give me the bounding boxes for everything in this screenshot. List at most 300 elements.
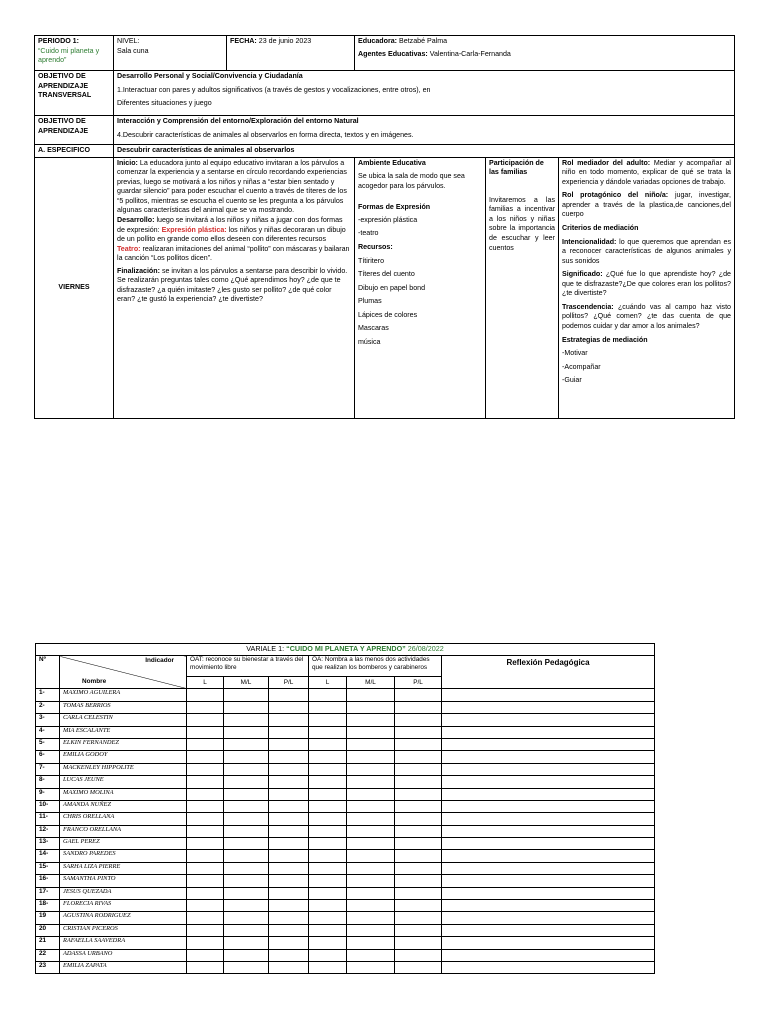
evaluation-cell [309,726,347,738]
ambiente-cell [355,157,486,418]
student-number: 9- [36,788,60,800]
evaluation-cell [269,751,309,763]
evaluation-cell [269,813,309,825]
evaluation-cell [309,738,347,750]
student-name: EMILIA ZAPATA [60,961,187,973]
evaluation-cell [347,788,395,800]
sub-col-pl: P/L [395,677,442,689]
evaluation-cell [187,776,224,788]
evaluation-cell [309,788,347,800]
student-name: MAXIMO AGUILERA [60,689,187,701]
eval-title-date: 26/08/ [405,644,428,654]
student-name: GAEL PEREZ [60,838,187,850]
recurso-item: Títiritero [358,256,385,265]
reflexion-cell [442,800,655,812]
estrategia-item: -Guiar [562,376,582,385]
evaluation-cell [347,924,395,936]
reflexion-cell [442,813,655,825]
student-name: FLORECIA RIVAS [60,900,187,912]
student-number: 1- [36,689,60,701]
evaluation-cell [224,701,269,713]
student-name: SANDRO PAREDES [60,850,187,862]
evaluation-cell [269,949,309,961]
reflexion-cell [442,887,655,899]
evaluation-cell [347,937,395,949]
reflexion-cell [442,701,655,713]
fecha-value: 23 de junio 2023 [258,37,312,45]
evaluation-cell [395,776,442,788]
table-row [36,714,655,726]
evaluation-cell [309,875,347,887]
evaluation-cell [224,825,269,837]
evaluation-cell [395,924,442,936]
student-name: RAFAELLA SAAVEDRA [60,937,187,949]
evaluation-cell [224,763,269,775]
evaluation-cell [347,689,395,701]
reflexion-cell [442,751,655,763]
evaluation-cell [395,900,442,912]
evaluation-cell [269,937,309,949]
num-header-label: Nº [39,656,46,663]
oat-header [187,656,309,677]
recurso-item: Títeres del cuento [358,270,415,279]
evaluation-cell [187,726,224,738]
student-number: 16- [36,875,60,887]
reflexion-cell [442,763,655,775]
evaluation-cell [347,850,395,862]
reflexion-cell [442,726,655,738]
evaluation-cell [347,862,395,874]
student-number: 8- [36,776,60,788]
evaluation-cell [269,838,309,850]
fecha-cell [227,36,355,71]
evaluation-cell [187,701,224,713]
evaluation-cell [309,949,347,961]
evaluation-cell [269,714,309,726]
table-row [36,900,655,912]
student-number: 7- [36,763,60,775]
student-number: 6- [36,751,60,763]
table-row [36,961,655,973]
intencionalidad-text: lo que queremos que aprendan es a reconocer características de algunos animales y sus sonidos [562,237,731,265]
finalizacion-label: Finalización: [117,266,160,275]
student-name: EMILIA GODOY [60,751,187,763]
student-number: 11- [36,813,60,825]
eval-title [36,644,655,656]
nivel-label: NIVEL: [117,37,140,45]
table-row [36,788,655,800]
evaluation-cell [187,949,224,961]
student-name: MIA ESCALANTE [60,726,187,738]
ae-label-cell [35,145,114,158]
evaluation-cell [187,862,224,874]
evaluation-cell [224,838,269,850]
oat-label: OBJETIVO DE APRENDIZAJE TRANSVERSAL [38,72,92,100]
evaluation-cell [395,862,442,874]
table-row [36,751,655,763]
evaluation-cell [187,825,224,837]
recurso-item: Dibujo en papel bond [358,283,426,292]
evaluation-cell [309,776,347,788]
student-name: MAXIMO MOLINA [60,788,187,800]
day-cell [35,157,114,418]
evaluation-cell [347,776,395,788]
periodo-cell [35,36,114,71]
reflexion-label: Reflexión Pedagógica [506,658,590,667]
ambiente-title: Ambiente Educativa [358,158,426,167]
evaluation-cell [347,813,395,825]
student-number: 4- [36,726,60,738]
evaluation-cell [187,838,224,850]
evaluation-cell [187,738,224,750]
formas-title: Formas de Expresión [358,203,431,212]
planning-table [34,35,735,419]
evaluation-cell [224,850,269,862]
significado-label: Significado: [562,270,603,279]
evaluation-cell [187,924,224,936]
sub-col-pl: P/L [269,677,309,689]
evaluation-cell [269,701,309,713]
criterios-title: Criterios de mediación [562,223,639,232]
ae-label: A. ESPECIFICO [38,146,91,154]
reflexion-cell [442,838,655,850]
sub-col-l: L [309,677,347,689]
evaluation-cell [347,714,395,726]
evaluation-cell [269,900,309,912]
evaluation-cell [309,887,347,899]
table-row [36,949,655,961]
evaluation-cell [309,800,347,812]
table-row [36,689,655,701]
student-name: CRISTIAN PICEROS [60,924,187,936]
evaluation-cell [395,912,442,924]
oat-header-text: OAT: reconoce su bienestar a través del movimiento libre [190,656,304,671]
evaluation-cell [187,961,224,973]
student-number: 10- [36,800,60,812]
oat-cell [114,71,735,116]
mediacion-cell [559,157,735,418]
oa-title: Interacción y Comprensión del entorno/Exploración del entorno Natural [117,117,359,125]
evaluation-cell [347,738,395,750]
educadora-cell [355,36,735,71]
sub-col-l: L [187,677,224,689]
evaluation-cell [187,763,224,775]
evaluation-table [35,643,655,974]
evaluation-cell [224,912,269,924]
rol-adulto-text: Mediar y acompañar al niño en todo momento, explicar de qué se trata la experiencia y dándole variadas opciones de trabajo. [562,158,731,186]
evaluation-cell [187,937,224,949]
reflexion-cell [442,738,655,750]
formas-item: -expresión plástica [358,215,418,224]
ambiente-text: Se ubica la sala de modo que sea acogedor para los párvulos. [358,172,465,190]
evaluation-cell [395,751,442,763]
student-number: 19 [36,912,60,924]
evaluation-cell [395,949,442,961]
evaluation-cell [309,751,347,763]
evaluation-cell [347,875,395,887]
table-row [36,825,655,837]
evaluation-cell [269,912,309,924]
evaluation-cell [347,825,395,837]
table-row [36,912,655,924]
evaluation-cell [269,800,309,812]
student-number: 18- [36,900,60,912]
evaluation-cell [269,887,309,899]
student-name: AMANDA NUÑEZ [60,800,187,812]
evaluation-cell [224,961,269,973]
teatro-label: Teatro: [117,244,141,253]
recurso-item: Mascaras [358,324,389,333]
oa-label-cell [35,116,114,145]
reflexion-cell [442,850,655,862]
ae-text: Descubrir características de animales al observarlos [117,146,295,154]
evaluation-cell [395,800,442,812]
educadora-value: Betzabé Palma [399,37,448,45]
student-rows [36,689,655,974]
evaluation-cell [347,900,395,912]
evaluation-cell [347,961,395,973]
student-number: 23 [36,961,60,973]
estrategia-item: -Motivar [562,349,588,358]
oat-text-2: Diferentes situaciones y juego [117,99,212,108]
evaluation-cell [224,788,269,800]
student-name: AGUSTINA RODRIGUEZ [60,912,187,924]
evaluation-cell [269,850,309,862]
evaluation-cell [347,838,395,850]
student-name: SARHA LIZA PIERRE [60,862,187,874]
evaluation-cell [224,776,269,788]
student-number: 15- [36,862,60,874]
evaluation-cell [224,738,269,750]
recursos-title: Recursos: [358,242,393,251]
reflexion-cell [442,825,655,837]
student-name: TOMAS BERRIOS [60,701,187,713]
sub-col-ml: M/L [347,677,395,689]
evaluation-cell [269,788,309,800]
reflexion-cell [442,949,655,961]
evaluation-cell [347,701,395,713]
rol-adulto-label: Rol mediador del adulto: [562,158,651,167]
desarrollo-label: Desarrollo: [117,215,155,224]
table-row [36,738,655,750]
estrategias-title: Estrategias de mediación [562,335,648,344]
evaluation-cell [269,726,309,738]
student-number: 3- [36,714,60,726]
evaluation-cell [347,726,395,738]
evaluation-cell [395,689,442,701]
evaluation-cell [395,726,442,738]
evaluation-cell [224,924,269,936]
evaluation-cell [187,800,224,812]
table-row [36,838,655,850]
table-row [36,726,655,738]
evaluation-cell [187,875,224,887]
evaluation-cell [395,937,442,949]
evaluation-cell [309,937,347,949]
evaluation-cell [309,689,347,701]
evaluation-cell [309,924,347,936]
rol-nino-label: Rol protagónico del niño/a: [562,191,669,200]
indicador-label: Indicador [145,657,174,664]
teatro-text: realizaran imitaciones del animal “pollito” con máscaras y bailaran la canción “Los pollitos dicen”. [117,244,350,263]
evaluation-cell [224,751,269,763]
evaluation-cell [395,714,442,726]
student-number: 20 [36,924,60,936]
evaluation-cell [224,800,269,812]
student-name: ADASSA URBANO [60,949,187,961]
evaluation-cell [224,813,269,825]
nombre-label: Nombre [82,677,107,685]
reflexion-cell [442,937,655,949]
oa-text: 4.Descubrir características de animales al observarlos en forma directa, textos y en imágenes. [117,130,414,139]
table-row [36,850,655,862]
evaluation-cell [395,825,442,837]
evaluation-cell [395,738,442,750]
student-number: 5- [36,738,60,750]
reflexion-cell [442,689,655,701]
reflexion-cell [442,714,655,726]
reflexion-cell [442,862,655,874]
nivel-value: Sala cuna [117,46,149,55]
evaluation-cell [187,912,224,924]
student-name: MACKENLEY HIPPOLITE [60,763,187,775]
evaluation-cell [269,763,309,775]
evaluation-cell [309,763,347,775]
evaluation-cell [347,912,395,924]
familia-text: Invitaremos a las familias a incentivar a los niños y niñas sobre la importancia de escuchar y leer cuentos [489,195,555,252]
reflexion-cell [442,788,655,800]
oa-header-text: OA: Nombra a las menos dos actividades que realizan los bomberos y carabineros [312,656,430,671]
reflexion-cell [442,924,655,936]
student-name: CARLA CELESTIN [60,714,187,726]
evaluation-cell [347,887,395,899]
evaluation-cell [187,813,224,825]
agentes-label: Agentes Educativas: [358,49,428,58]
evaluation-cell [395,788,442,800]
student-number: 22 [36,949,60,961]
evaluation-cell [309,714,347,726]
table-row [36,937,655,949]
evaluation-cell [224,937,269,949]
recurso-item: música [358,337,381,346]
student-number: 2- [36,701,60,713]
eval-title-name: “CUIDO MI PLANETA Y APRENDO” [286,644,406,654]
evaluation-cell [309,825,347,837]
evaluation-cell [224,714,269,726]
desarrollo-text: luego se invitará a los niños y niñas a jugar con dos formas de expresión: [117,215,343,234]
evaluation-cell [269,825,309,837]
student-number: 13- [36,838,60,850]
finalizacion-text: se invitan a los párvulos a sentarse para describir lo vivido. Se realizarán preguntas tales como ¿Qué aprendimos hoy? ¿de que te disfrazaste? ¿a quién imitaste? ¿les gusto ser pollito? ¿de qué color eran? ¿te gustó la experiencia? ¿te divertiste? [117,266,348,304]
evaluation-cell [269,738,309,750]
oa-header [309,656,442,677]
evaluation-cell [309,838,347,850]
table-row [36,763,655,775]
student-number: 21 [36,937,60,949]
table-row [36,887,655,899]
evaluation-cell [309,850,347,862]
periodo-value: “Cuido mi planeta y aprendo” [38,46,100,65]
evaluation-cell [395,813,442,825]
evaluation-cell [224,875,269,887]
evaluation-cell [269,862,309,874]
indicador-nombre-header [60,656,187,689]
trascendencia-label: Trascendencia: [562,302,614,311]
evaluation-cell [395,887,442,899]
evaluation-cell [187,788,224,800]
student-name: JESUS QUEZADA [60,887,187,899]
agentes-value: Valentina-Carla-Fernanda [429,49,511,58]
intencionalidad-label: Intencionalidad: [562,237,617,246]
oat-title: Desarrollo Personal y Social/Convivencia y Ciudadanía [117,72,303,80]
evaluation-cell [395,838,442,850]
evaluation-cell [269,689,309,701]
ae-cell [114,145,735,158]
rol-nino-text: jugar, investigar, aprender a través de la plastica,de canciones,del cuerpo [562,191,732,219]
evaluation-cell [347,763,395,775]
student-number: 12- [36,825,60,837]
evaluation-cell [187,751,224,763]
table-row [36,776,655,788]
reflexion-cell [442,900,655,912]
evaluation-cell [224,862,269,874]
periodo-label: PERIODO 1: [38,37,79,45]
oat-label-cell [35,71,114,116]
evaluation-cell [269,924,309,936]
evaluation-cell [224,900,269,912]
table-row [36,924,655,936]
student-name: LUCAS JEUNE [60,776,187,788]
evaluation-cell [187,887,224,899]
inicio-label: Inicio: [117,158,138,167]
expresion-text: los niños y niñas decoraran un dibujo de un pollito en grande como ellos deseen con diferentes recursos [117,225,346,244]
inicio-text: La educadora junto al equipo educativo invitaran a los párvulos a comenzar la experiencia y a sentarse en círculo recordando experiencias previas, luego se motivará a los niños y niñas a “estar bien sentado y guardar silencio” para poder escuchar el cuento a través de títeres de los “5 pollitos, mientras se escucha el cuento se les pregunta a los párvulos algunas características del animal que se va mostrando. [117,158,347,215]
evaluation-cell [309,961,347,973]
eval-title-prefix: VARIALE 1: [246,644,287,654]
evaluation-cell [395,701,442,713]
student-name: ELKIN FERNANDEZ [60,738,187,750]
recurso-item: Plumas [358,297,382,306]
evaluation-cell [224,949,269,961]
familia-cell [486,157,559,418]
table-row [36,862,655,874]
student-name: FRANCO ORELLANA [60,825,187,837]
table-row [36,800,655,812]
oa-cell [114,116,735,145]
formas-item: -teatro [358,229,379,238]
reflexion-header [442,656,655,689]
table-row [36,813,655,825]
evaluation-cell [269,776,309,788]
reflexion-cell [442,776,655,788]
evaluation-cell [347,800,395,812]
evaluation-cell [309,900,347,912]
evaluation-cell [347,949,395,961]
trascendencia-text: ¿cuándo vas al campo haz visto pollitos? ¿Qué comen? ¿te das cuenta de que podemos cuidar y dar amor a los animales? [562,302,731,330]
significado-text: ¿Qué fue lo que aprendiste hoy? ¿de que te disfrazaste?¿De que colores eran los pollitos?¿te divertiste? [562,270,731,298]
reflexion-cell [442,912,655,924]
evaluation-cell [269,961,309,973]
oat-text-1: 1.Interactuar con pares y adultos significativos (a través de gestos y vocalizaciones, entre otros), en [117,85,431,94]
estrategia-item: -Acompañar [562,362,601,371]
evaluation-cell [187,900,224,912]
oa-label: OBJETIVO DE APRENDIZAJE [38,117,89,135]
evaluation-cell [395,763,442,775]
evaluation-cell [395,850,442,862]
evaluation-cell [309,862,347,874]
evaluation-cell [309,701,347,713]
fecha-label: FECHA: [230,37,257,45]
